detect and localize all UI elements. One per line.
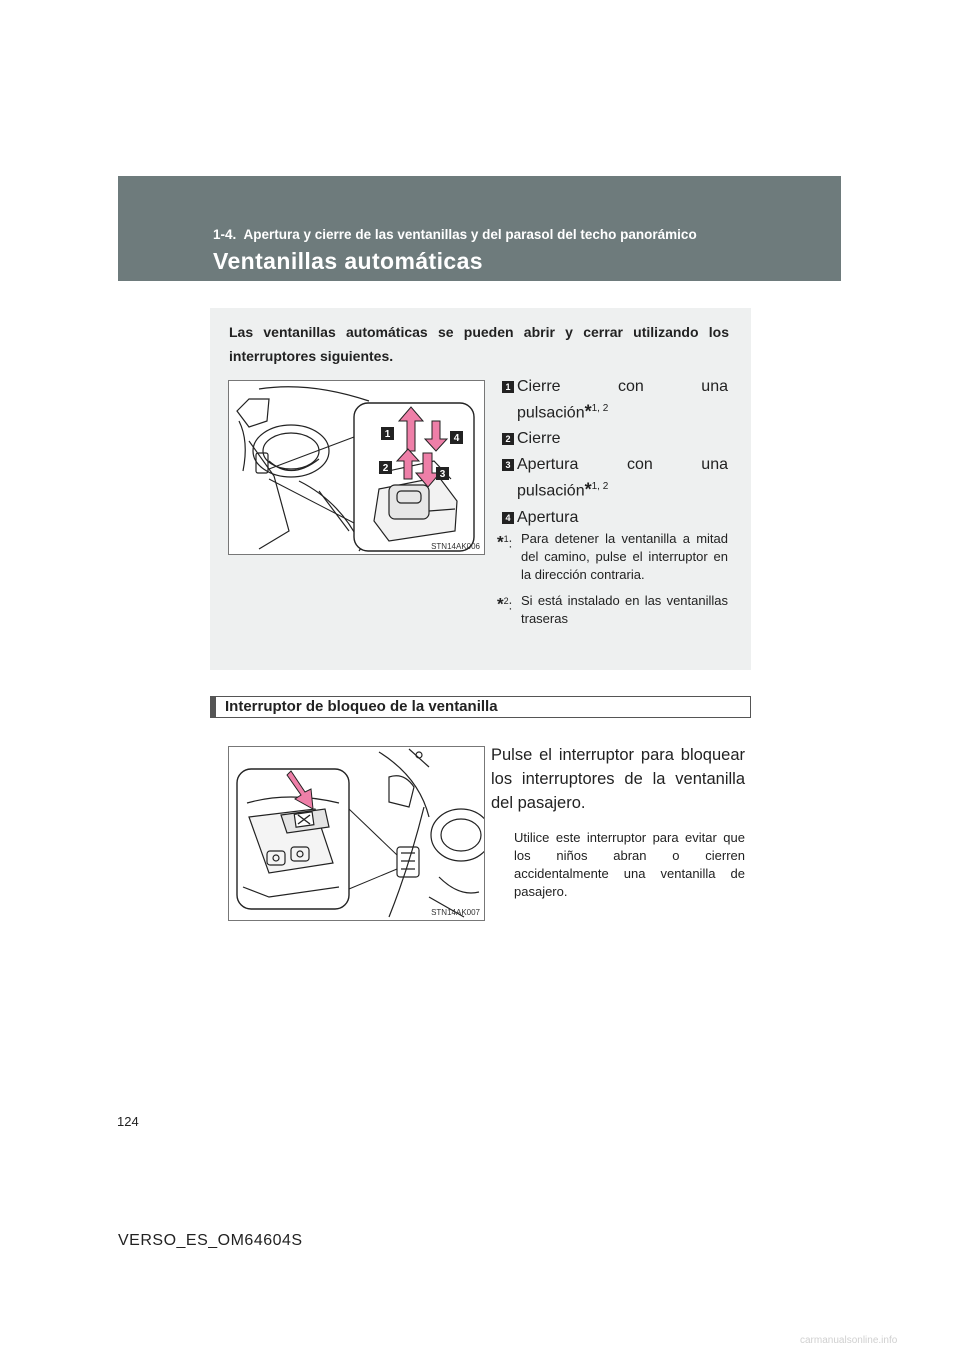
header-band	[118, 176, 841, 281]
list-item	[502, 507, 728, 529]
footnote-star: *	[584, 479, 592, 500]
footnote-mark	[497, 592, 512, 614]
footnote-index: 2	[503, 596, 509, 606]
callout-4-label: 4	[453, 433, 460, 444]
footnote-ref: 1, 2	[591, 403, 609, 414]
document-code: VERSO_ES_OM64604S	[118, 1232, 303, 1249]
footnote-text: Si está instalado en las ventanillas traseras	[521, 593, 728, 626]
list-item	[502, 428, 728, 450]
footnote-mark	[497, 530, 512, 552]
footnote-star: *	[497, 594, 504, 614]
item-text: Cierre con una	[517, 378, 728, 395]
footnote-star: *	[584, 401, 592, 422]
switch-list	[502, 376, 728, 533]
footnote-text: Para detener la ventanilla a mitad del camino, pulse el interruptor en la dirección contraria.	[521, 531, 728, 582]
item-text-line2: pulsación	[517, 404, 585, 422]
callout-2-label: 2	[382, 463, 389, 474]
power-window-switch-figure	[228, 380, 485, 555]
figure-code: STN14AK006	[431, 542, 480, 551]
section-number: 1-4.	[213, 227, 237, 242]
item-number-badge: 3	[502, 459, 514, 471]
item-number-badge: 1	[502, 381, 514, 393]
list-item	[502, 376, 728, 424]
footnote-colon: :	[508, 535, 513, 551]
figure-code: STN14AK007	[431, 908, 480, 917]
page-title: Ventanillas automáticas	[213, 248, 483, 274]
list-item	[502, 454, 728, 502]
footnote-colon: :	[508, 597, 513, 613]
item-text	[517, 398, 728, 424]
section-note-text: Utilice este interruptor para evitar que los niños abran o cierren accidentalmente una ventanilla de pasajero.	[514, 830, 745, 899]
item-text: Apertura	[517, 508, 579, 526]
chapter-title-text: Apertura y cierre de las ventanillas y del parasol del techo panorámico	[243, 227, 697, 242]
section-body-text: Pulse el interruptor para bloquear los interruptores de la ventanilla del pasajero.	[491, 746, 745, 812]
section-heading-label: Interruptor de bloqueo de la ventanilla	[225, 698, 498, 715]
section-heading-bar	[211, 697, 216, 717]
footnote	[497, 530, 728, 584]
item-number-badge: 4	[502, 512, 514, 524]
intro-box	[210, 308, 751, 670]
callout-3-label: 3	[439, 469, 446, 480]
item-text: Cierre	[517, 430, 561, 448]
item-text: Apertura con una	[517, 456, 728, 474]
callout-1-label: 1	[384, 429, 391, 440]
item-number-badge: 2	[502, 433, 514, 445]
footnote-star: *	[497, 532, 504, 552]
power-window-switch-illustration	[229, 381, 484, 554]
page-number: 124	[117, 1114, 139, 1129]
section-heading	[210, 696, 751, 718]
window-lock-switch-figure	[228, 746, 485, 921]
footnotes	[497, 530, 728, 636]
footnote	[497, 592, 728, 628]
window-lock-switch-illustration	[229, 747, 484, 920]
intro-text: Las ventanillas automáticas se pueden abrir y cerrar utilizando los interruptores siguientes.	[229, 324, 729, 364]
chapter-title	[213, 227, 697, 242]
item-text-line2: pulsación	[517, 482, 585, 500]
item-text	[517, 476, 728, 502]
footnote-ref: 1, 2	[591, 481, 609, 493]
watermark: carmanualsonline.info	[800, 1335, 898, 1346]
footnote-index: 1	[503, 534, 509, 544]
